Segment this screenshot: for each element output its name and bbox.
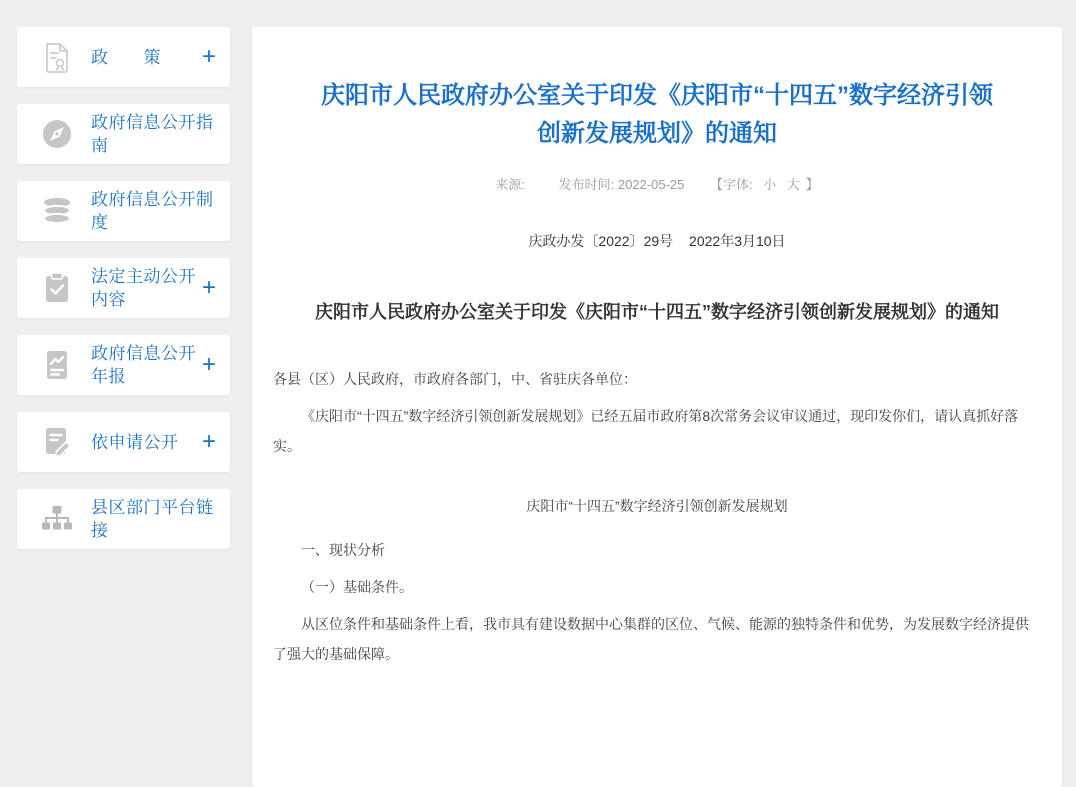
font-size-label: 【字体: (710, 177, 753, 192)
article-title: 庆阳市人民政府办公室关于印发《庆阳市“十四五”数字经济引领创新发展规划》的通知 (321, 82, 993, 147)
sidebar-item-label: 依申请公开 (91, 432, 179, 452)
font-size-label-close: 】 (805, 177, 819, 192)
document-edit-icon (39, 424, 75, 460)
sidebar-item-label: 法定主动公开内容 (91, 267, 196, 309)
expand-plus-icon[interactable]: + (201, 43, 216, 70)
sidebar (17, 27, 230, 566)
sidebar-item-policy[interactable] (17, 27, 230, 87)
database-icon (39, 193, 75, 229)
publish-date: 发布时间: 2022-05-25 (558, 177, 685, 192)
font-smaller-button[interactable]: 小 (763, 177, 777, 192)
sidebar-item-annual-report[interactable] (17, 335, 230, 395)
policy-certificate-icon (39, 39, 75, 75)
article-panel (252, 27, 1062, 787)
section-heading: 一、现状分析 (301, 542, 385, 558)
doc-date: 2022年3月10日 (689, 233, 786, 249)
article-meta (273, 174, 1041, 193)
salutation-paragraph: 各县（区）人民政府，市政府各部门，中、省驻庆各单位： (273, 371, 637, 387)
report-chart-icon (39, 347, 75, 383)
sidebar-item-label: 政 策 (91, 47, 161, 67)
sidebar-item-gov-info-system[interactable] (17, 181, 230, 241)
sidebar-item-label: 政府信息公开制度 (91, 190, 214, 232)
expand-plus-icon[interactable]: + (201, 428, 216, 455)
sitemap-icon (39, 501, 75, 537)
expand-plus-icon[interactable]: + (201, 274, 216, 301)
clipboard-check-icon (39, 270, 75, 306)
doc-number-line (273, 231, 1041, 251)
sidebar-item-legal-disclosure[interactable] (17, 258, 230, 318)
body-paragraph: 《庆阳市“十四五”数字经济引领创新发展规划》已经五届市政府第8次常务会议审议通过，现印发你们，请认真抓好落实。 (273, 408, 1019, 454)
font-larger-button[interactable]: 大 (786, 177, 800, 192)
expand-plus-icon[interactable]: + (201, 351, 216, 378)
sidebar-item-label: 县区部门平台链接 (91, 498, 214, 540)
body-paragraph: 从区位条件和基础条件上看，我市具有建设数据中心集群的区位、气候、能源的独特条件和优势，为发展数字经济提供了强大的基础保障。 (273, 616, 1029, 662)
compass-icon (39, 116, 75, 152)
article-body (273, 364, 1041, 669)
subsection-heading: （一）基础条件。 (301, 579, 413, 595)
doc-number: 庆政办发〔2022〕29号 (528, 233, 674, 249)
sidebar-item-label: 政府信息公开指南 (91, 113, 214, 155)
plan-title-heading: 庆阳市“十四五”数字经济引领创新发展规划 (526, 498, 788, 514)
sidebar-item-application-disclosure[interactable] (17, 412, 230, 472)
source-label: 来源: (495, 177, 526, 192)
sidebar-item-label: 政府信息公开年报 (91, 344, 196, 386)
document-subtitle: 庆阳市人民政府办公室关于印发《庆阳市“十四五”数字经济引领创新发展规划》的通知 (315, 302, 999, 322)
sidebar-item-county-links[interactable] (17, 489, 230, 549)
sidebar-item-gov-info-guide[interactable] (17, 104, 230, 164)
